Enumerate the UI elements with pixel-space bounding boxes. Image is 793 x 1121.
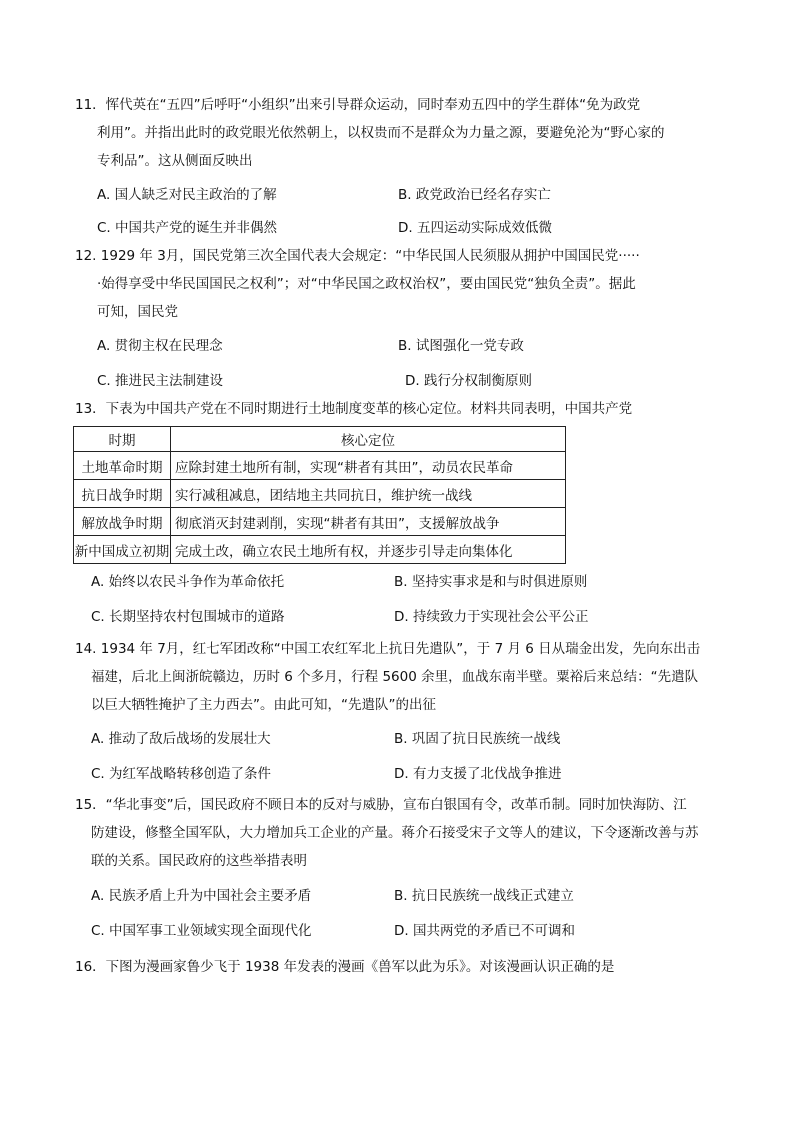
q15-option-b[interactable]: B. 抗日民族统一战线正式建立 bbox=[394, 888, 574, 904]
table-cell-core: 实行减租减息，团结地主共同抗日，维护统一战线 bbox=[171, 480, 566, 508]
land-reform-table bbox=[73, 426, 566, 564]
table-header-period: 时期 bbox=[74, 427, 171, 452]
table-cell-core: 彻底消灭封建剥削，实现“耕者有其田”，支援解放战争 bbox=[171, 508, 566, 536]
q12-line-1: 12. 1929 年 3月，国民党第三次全国代表大会规定：“中华民国人民须服从拥护中国国民党····· bbox=[75, 248, 640, 264]
q12-line-3: 可知，国民党 bbox=[97, 304, 178, 320]
q12-option-d[interactable]: D. 践行分权制衡原则 bbox=[405, 373, 532, 389]
q13-option-c[interactable]: C. 长期坚持农村包围城市的道路 bbox=[91, 609, 285, 625]
q14-option-d[interactable]: D. 有力支援了北伐战争推进 bbox=[394, 766, 562, 782]
q15-option-a[interactable]: A. 民族矛盾上升为中国社会主要矛盾 bbox=[91, 888, 312, 904]
q15-option-c[interactable]: C. 中国军事工业领域实现全面现代化 bbox=[91, 923, 312, 939]
q15-line-2: 防建设，修整全国军队，大力增加兵工企业的产量。蒋介石接受宋子文等人的建议，下令逐渐改善与苏 bbox=[91, 825, 699, 841]
q13-option-a[interactable]: A. 始终以农民斗争作为革命依托 bbox=[91, 574, 285, 590]
q12-option-b[interactable]: B. 试图强化一党专政 bbox=[398, 338, 524, 354]
table-cell-core: 完成土改，确立农民土地所有权，并逐步引导走向集体化 bbox=[171, 536, 566, 564]
q14-line-1: 14. 1934 年 7月，红七军团改称“中国工农红军北上抗日先遣队”，于 7 月 6 日从瑞金出发，先向东出击 bbox=[75, 641, 701, 657]
q12-line-2: ·始得享受中华民国国民之权利”；对“中华民国之政权治权”，要由国民党“独负全责”。据此 bbox=[97, 276, 636, 292]
q14-line-2: 福建，后北上闽浙皖赣边，历时 6 个多月，行程 5600 余里，血战东南半壁。粟裕后来总结：“先遣队 bbox=[91, 669, 699, 685]
table-row bbox=[74, 536, 566, 564]
q13-line-1: 13．下表为中国共产党在不同时期进行土地制度变革的核心定位。材料共同表明，中国共产党 bbox=[75, 401, 633, 417]
q11-line-2: 利用”。并指出此时的政党眼光依然朝上，以权贵而不是群众为力量之源，要避免沦为“野心家的 bbox=[97, 125, 665, 141]
table-row bbox=[74, 508, 566, 536]
table-header-row bbox=[74, 427, 566, 452]
q16-line-1: 16．下图为漫画家鲁少飞于 1938 年发表的漫画《兽军以此为乐》。对该漫画认识正确的是 bbox=[75, 959, 615, 975]
q11-option-a[interactable]: A. 国人缺乏对民主政治的了解 bbox=[97, 187, 277, 203]
table-cell-period: 抗日战争时期 bbox=[74, 480, 171, 508]
q15-line-1: 15．“华北事变”后，国民政府不顾日本的反对与威胁，宣布白银国有令，改革币制。同时加快海防、江 bbox=[75, 797, 687, 813]
q11-option-b[interactable]: B. 政党政治已经名存实亡 bbox=[398, 187, 551, 203]
table-header-core: 核心定位 bbox=[171, 427, 566, 452]
q12-option-c[interactable]: C. 推进民主法制建设 bbox=[97, 373, 224, 389]
q14-option-c[interactable]: C. 为红军战略转移创造了条件 bbox=[91, 766, 272, 782]
q11-line-3: 专利品”。这从侧面反映出 bbox=[97, 153, 253, 169]
q11-option-d[interactable]: D. 五四运动实际成效低微 bbox=[398, 220, 552, 236]
table-cell-period: 新中国成立初期 bbox=[74, 536, 171, 564]
q14-option-b[interactable]: B. 巩固了抗日民族统一战线 bbox=[394, 731, 561, 747]
table-cell-core: 应除封建土地所有制，实现“耕者有其田”，动员农民革命 bbox=[171, 452, 566, 480]
q14-option-a[interactable]: A. 推动了敌后战场的发展壮大 bbox=[91, 731, 271, 747]
table-row bbox=[74, 480, 566, 508]
q13-option-b[interactable]: B. 坚持实事求是和与时俱进原则 bbox=[394, 574, 588, 590]
q11-line-1: 11．恽代英在“五四”后呼吁“小组织”出来引导群众运动，同时奉劝五四中的学生群体“免为政党 bbox=[75, 97, 641, 113]
q12-option-a[interactable]: A. 贯彻主权在民理念 bbox=[97, 338, 223, 354]
table-row bbox=[74, 452, 566, 480]
q15-option-d[interactable]: D. 国共两党的矛盾已不可调和 bbox=[394, 923, 575, 939]
table-cell-period: 解放战争时期 bbox=[74, 508, 171, 536]
q11-option-c[interactable]: C. 中国共产党的诞生并非偶然 bbox=[97, 220, 278, 236]
q14-line-3: 以巨大牺牲掩护了主力西去”。由此可知，“先遣队”的出征 bbox=[91, 697, 436, 713]
table-cell-period: 土地革命时期 bbox=[74, 452, 171, 480]
q13-option-d[interactable]: D. 持续致力于实现社会公平公正 bbox=[394, 609, 589, 625]
q15-line-3: 联的关系。国民政府的这些举措表明 bbox=[91, 853, 307, 869]
